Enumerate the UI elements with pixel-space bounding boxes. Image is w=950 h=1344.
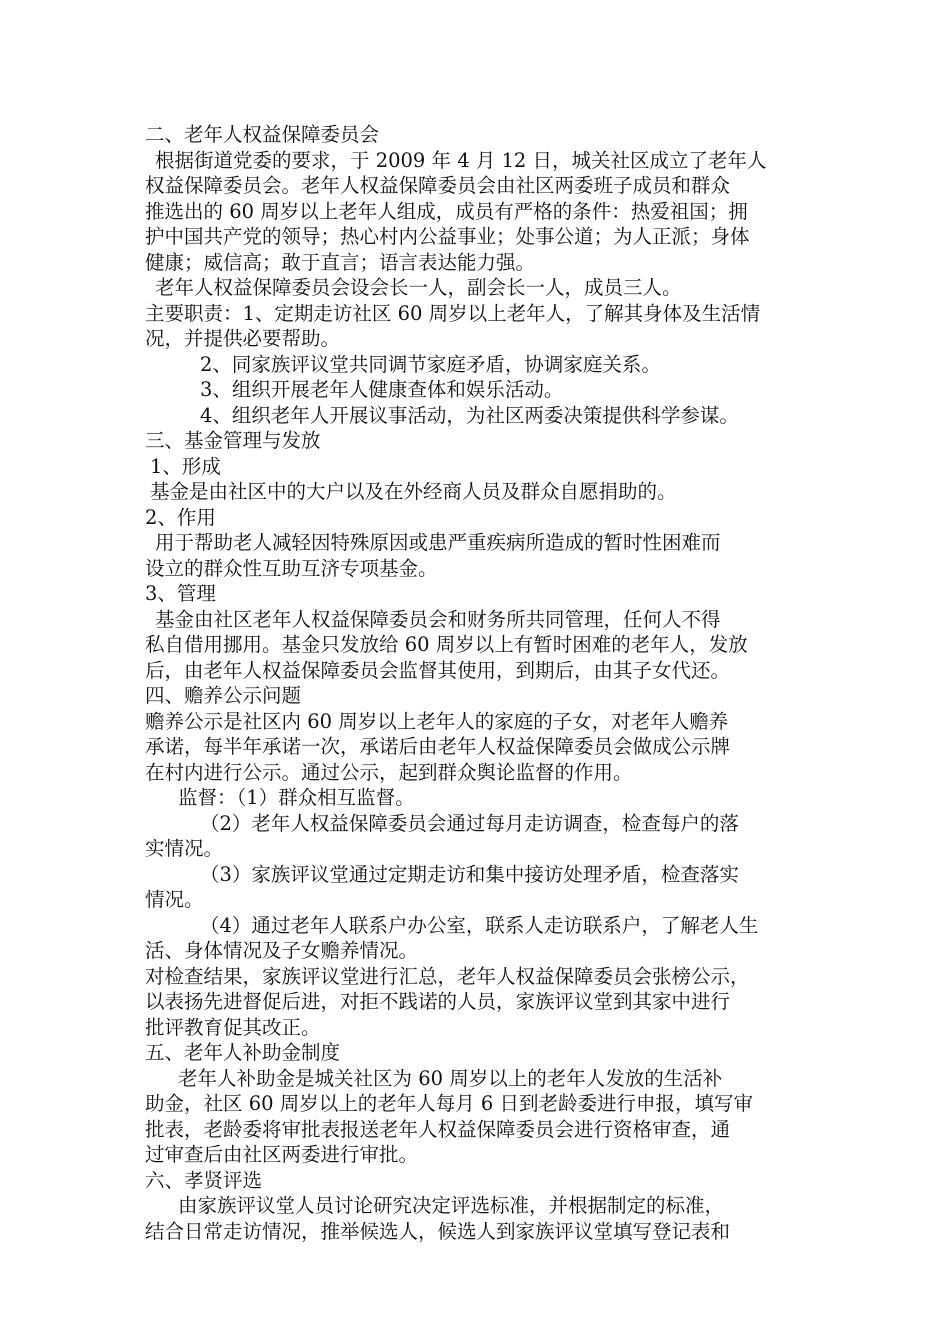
text-line: 况，并提供必要帮助。 (145, 327, 341, 350)
text-line: 基金由社区老年人权益保障委员会和财务所共同管理，任何人不得 (155, 607, 721, 631)
text-line: 设立的群众性互助互济专项基金。 (145, 556, 438, 580)
text-line: 实情况。 (145, 837, 224, 860)
text-line: 活、身体情况及子女赡养情况。 (145, 939, 419, 962)
text-line: 1、形成 (150, 454, 221, 478)
text-line: 情况。 (145, 888, 204, 911)
section-heading: 四、赡养公示问题 (145, 684, 302, 707)
text-line: 对检查结果，家族评议堂进行汇总，老年人权益保障委员会张榜公示， (145, 964, 750, 988)
text-line: 主要职责：1、定期走访社区 60 周岁以上老年人，了解其身体及生活情 (145, 301, 761, 325)
section-heading: 五、老年人补助金制度 (145, 1041, 341, 1064)
text-line: 批评教育促其改正。 (145, 1015, 321, 1039)
text-line: 私自借用挪用。基金只发放给 60 周岁以上有暂时困难的老年人，发放 (145, 633, 748, 656)
text-line: 3、管理 (145, 582, 216, 605)
text-line: 由家族评议堂人员讨论研究决定评选标准，并根据制定的标准， (178, 1194, 725, 1217)
text-line: 护中国共产党的领导；热心村内公益事业；处事公道；为人正派；身体 (145, 225, 750, 248)
text-line: 过审查后由社区两委进行审批。 (145, 1143, 419, 1166)
text-line: 助金，社区 60 周岁以上的老年人每月 6 日到老龄委进行申报，填写审 (145, 1092, 754, 1115)
text-line: 老年人补助金是城关社区为 60 周岁以上的老年人发放的生活补 (178, 1066, 723, 1090)
text-line: 赡养公示是社区内 60 周岁以上老年人的家庭的子女，对老年人赡养 (145, 709, 729, 733)
text-line: 4、组织老年人开展议事活动，为社区两委决策提供科学参谋。 (200, 403, 739, 427)
text-line: 基金是由社区中的大户以及在外经商人员及群众自愿捐助的。 (150, 480, 677, 503)
text-line: 承诺，每半年承诺一次，承诺后由老年人权益保障委员会做成公示牌 (145, 735, 731, 758)
text-line: 批表，老龄委将审批表报送老年人权益保障委员会进行资格审查，通 (145, 1117, 731, 1141)
text-line: （4）通过老年人联系户办公室，联系人走访联系户，了解老人生 (200, 913, 759, 937)
text-line: 监督：（1）群众相互监督。 (178, 786, 415, 809)
text-line: 以表扬先进督促后进，对拒不践诺的人员，家族评议堂到其家中进行 (145, 990, 731, 1013)
text-line: （2）老年人权益保障委员会通过每月走访调查，检查每户的落 (200, 811, 739, 835)
text-line: 2、作用 (145, 505, 216, 529)
text-line: （3）家族评议堂通过定期走访和集中接访处理矛盾，检查落实 (200, 862, 739, 886)
text-line: 结合日常走访情况，推举候选人，候选人到家族评议堂填写登记表和 (145, 1219, 731, 1243)
text-line: 推选出的 60 周岁以上老年人组成，成员有严格的条件：热爱祖国；拥 (145, 199, 748, 223)
text-line: 3、组织开展老年人健康查体和娱乐活动。 (200, 378, 564, 401)
text-line: 权益保障委员会。老年人权益保障委员会由社区两委班子成员和群众 (145, 174, 731, 197)
section-heading: 二、老年人权益保障委员会 (145, 123, 380, 146)
section-heading: 三、基金管理与发放 (145, 429, 321, 452)
text-line: 在村内进行公示。通过公示，起到群众舆论监督的作用。 (145, 760, 633, 784)
text-line: 后，由老年人权益保障委员会监督其使用，到期后，由其子女代还。 (145, 658, 731, 682)
text-line: 2、同家族评议堂共同调节家庭矛盾，协调家庭关系。 (200, 352, 661, 376)
section-heading: 六、孝贤评选 (145, 1168, 263, 1192)
text-line: 健康；威信高；敢于直言；语言表达能力强。 (145, 250, 536, 274)
document-body (145, 122, 835, 1244)
text-line: 根据街道党委的要求，于 2009 年 4 月 12 日，城关社区成立了老年人 (155, 148, 767, 172)
text-line: 用于帮助老人减轻因特殊原因或患严重疾病所造成的暂时性困难而 (155, 531, 721, 554)
text-line: 老年人权益保障委员会设会长一人，副会长一人，成员三人。 (155, 276, 682, 299)
